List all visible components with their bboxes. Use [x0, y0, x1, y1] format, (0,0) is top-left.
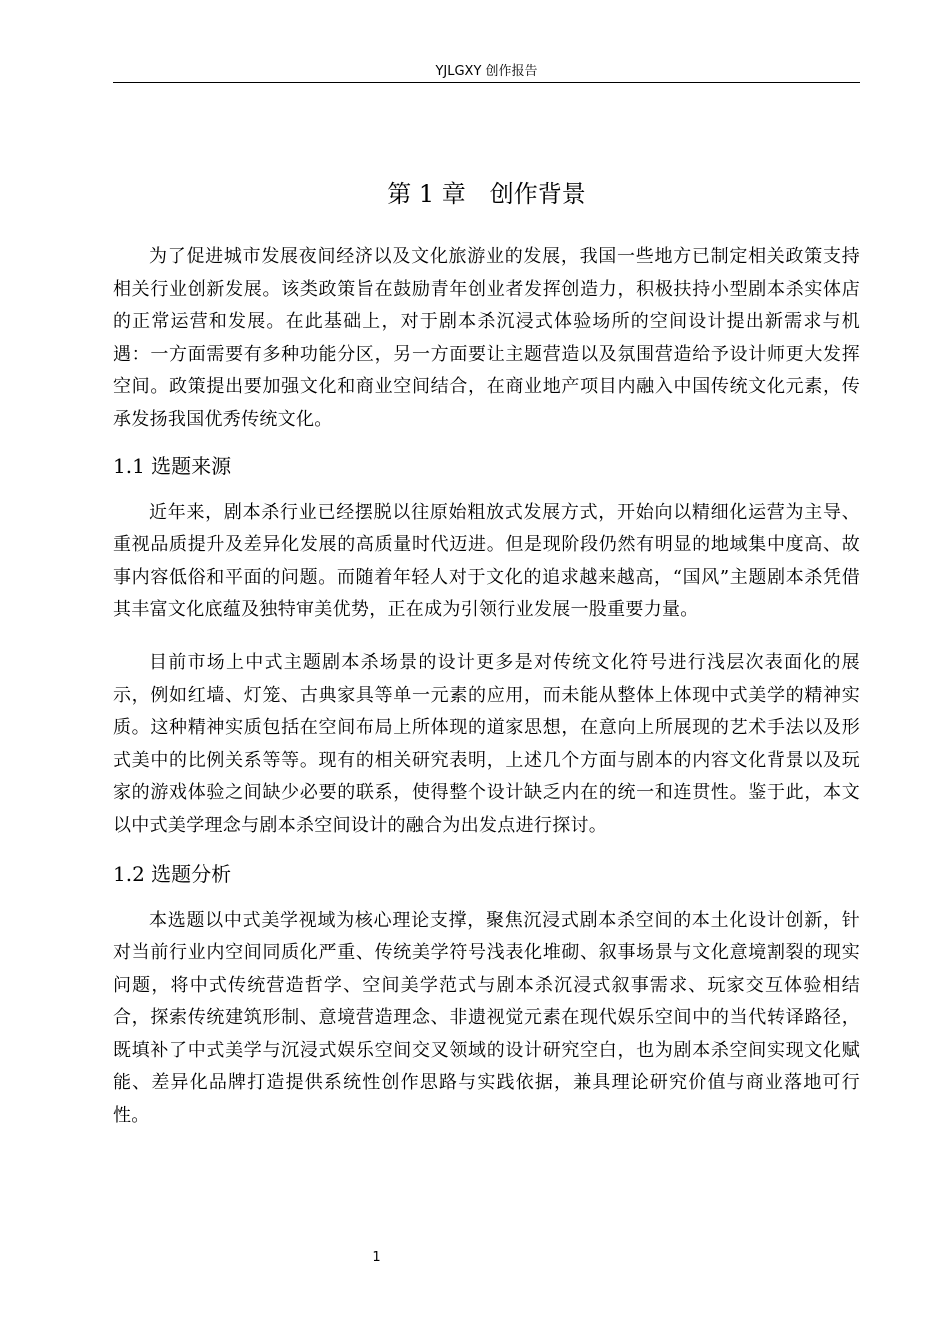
source-paragraph-1: 近年来，剧本杀行业已经摆脱以往原始粗放式发展方式，开始向以精细化运营为主导、重视品质提升及差异化发展的高质量时代迈进。但是现阶段仍然有明显的地域集中度高、故事内容低俗和平面的问题。而随着年轻人对于文化的追求越来越高，“国风”主题剧本杀凭借其丰富文化底蕴及独特审美优势，正在成为引领行业发展一股重要力量。 [113, 501, 860, 621]
source-paragraph-2: 目前市场上中式主题剧本杀场景的设计更多是对传统文化符号进行浅层次表面化的展示，例如红墙、灯笼、古典家具等单一元素的应用，而未能从整体上体现中式美学的精神实质。这种精神实质包括在空间布局上所体现的道家思想，在意向上所展现的艺术手法以及形式美中的比例关系等等。现有的相关研究表明，上述几个方面与剧本的内容文化背景以及玩家的游戏体验之间缺少必要的联系，使得整个设计缺乏内在的统一和连贯性。鉴于此，本文以中式美学理念与剧本杀空间设计的融合为出发点进行探讨。 [113, 651, 860, 836]
intro-paragraph: 为了促进城市发展夜间经济以及文化旅游业的发展，我国一些地方已制定相关政策支持相关行业创新发展。该类政策旨在鼓励青年创业者发挥创造力，积极扶持小型剧本杀实体店的正常运营和发展。在此基础上，对于剧本杀沉浸式体验场所的空间设计提出新需求与机遇：一方面需要有多种功能分区，另一方面要让主题营造以及氛围营造给予设计师更大发挥空间。政策提出要加强文化和商业空间结合，在商业地产项目内融入中国传统文化元素，传承发扬我国优秀传统文化。 [113, 246, 860, 430]
chapter-title: 第 1 章 创作背景 [387, 180, 586, 208]
page-number: 1 [372, 1250, 381, 1265]
analysis-paragraph: 本选题以中式美学视域为核心理论支撑，聚焦沉浸式剧本杀空间的本土化设计创新，针对当前行业内空间同质化严重、传统美学符号浅表化堆砌、叙事场景与文化意境割裂的现实问题，将中式传统营造哲学、空间美学范式与剧本杀沉浸式叙事需求、玩家交互体验相结合，探索传统建筑形制、意境营造理念、非遗视觉元素在现代娱乐空间中的当代转译路径，既填补了中式美学与沉浸式娱乐空间交叉领域的设计研究空白，也为剧本杀空间实现文化赋能、差异化品牌打造提供系统性创作思路与实践依据，兼具理论研究价值与商业落地可行性。 [113, 909, 860, 1127]
section-heading-source: 1.1 选题来源 [113, 453, 232, 478]
document-body [113, 241, 860, 1133]
header-divider [113, 82, 860, 83]
page-header: YJLGXY 创作报告 [435, 64, 538, 79]
section-heading-analysis: 1.2 选题分析 [113, 861, 232, 886]
